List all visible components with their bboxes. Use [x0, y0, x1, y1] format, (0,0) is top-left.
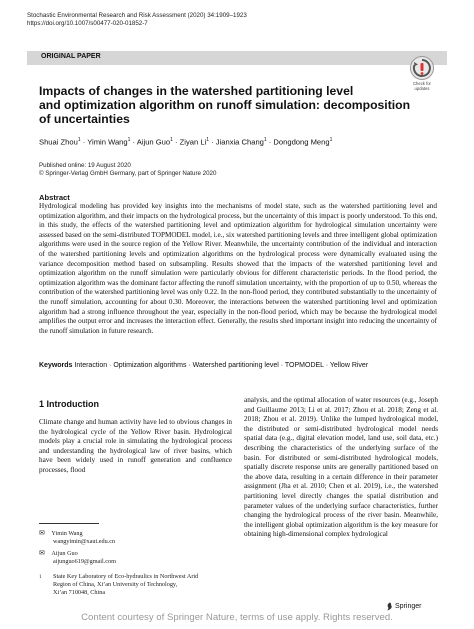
correspondence-2	[39, 549, 116, 566]
intro-right-column: analysis, and the optimal allocation of water resources (e.g., Joseph and Guillaume 2013; Li et al. 2017; Zhou et al. 2018; Zeng et al. 2018; Zhou et al. 2019). Unlike the lumped hydrological model, the distributed or semi-distributed hydrological model needs spatial data (e.g., digital elevation model, land use, soil data, etc.) describing the characteristics of the underlying surface of the basin. For distributed or semi-distributed hydrological models, spatially discrete response units are generally partitioned based on the above data, resulting in a certain difference in their parameter assignment (Jha et al. 2010; Chen et al. 2019), i.e., the watershed partitioning level directly changes the spatial distribution and parameter values of the underlying surface characteristics, further changing the hydrological process of the river basin. Meanwhile, the intelligent global optimization algorithm is the key measure for obtaining high-dimensional complex hydrological	[244, 396, 438, 539]
title-line: Impacts of changes in the watershed partitioning level	[39, 84, 354, 98]
corr-name: Aijun Guo	[51, 550, 78, 557]
author-name[interactable]: Shuai Zhou	[39, 137, 78, 147]
abstract-heading: Abstract	[39, 193, 70, 202]
keywords	[39, 362, 437, 369]
check-for-updates-label[interactable]: Check for updates	[413, 81, 431, 91]
publication-info	[39, 162, 216, 178]
author-list: Shuai Zhou$^1$ · Yimin Wang$^1$ · Aijun Guo$^1$ · Ziyan $Li^1$ · Jianxia Chang$^1$ · Dongdong Meng$^1$	[39, 137, 333, 147]
envelope-icon: ✉	[39, 529, 45, 537]
copyright-notice: © Springer-Verlag GmbH Germany, part of Springer Nature 2020	[39, 170, 217, 178]
corr-email[interactable]: wangyimin@xaut.edu.cn	[53, 538, 116, 545]
doi-link[interactable]: https://doi.org/10.1007/s00477-020-01852-7	[27, 20, 148, 28]
affiliation-number: 1	[39, 574, 42, 580]
author-name[interactable]: Jianxia Chang	[215, 137, 264, 147]
correspondence-1	[39, 529, 115, 546]
footnote-divider	[39, 523, 99, 524]
journal-citation: Stochastic Environmental Research and Risk Assessment (2020) 34:1909–1923	[27, 12, 247, 19]
corr-email[interactable]: aijunguo619@gmail.com	[53, 558, 116, 565]
intro-left-column: Climate change and human activity have led to obvious changes in the hydrological cycle of the Yellow River basin. Hydrological models play a crucial role in simulating the hydrological process and understanding the hydrological law of river basins, which have been widely used in runoff generation and confluence processes, flood	[39, 418, 232, 474]
envelope-icon: ✉	[39, 549, 45, 557]
courtesy-notice: Content courtesy of Springer Nature, terms of use apply. Rights reserved.	[81, 612, 393, 623]
publisher-name: Springer	[395, 603, 422, 610]
paper-title	[39, 84, 419, 126]
paper-type-label: ORIGINAL PAPER	[41, 53, 101, 60]
springer-logo-icon	[386, 602, 394, 611]
author-name[interactable]: Ziyan Li	[179, 137, 207, 147]
author-name[interactable]: Yimin Wang	[87, 137, 128, 147]
title-line: of uncertainties	[39, 112, 130, 126]
keywords-label: Keywords	[39, 362, 73, 369]
journal-info	[27, 12, 247, 29]
abstract-text: Hydrological modeling has provided key insights into the mechanisms of model state, such as the watershed partitioning level and optimization algorithm, and their impacts on the hydrological process, but the uncertainty of this impact is poorly understood. To this end, in this study, the effects of the watershed partitioning level and optimization algorithm for hydrological simulation uncertainty were assessed based on the semi-distributed TOPMODEL model, i.e., six watershed partitioning levels and three intelligent global optimization algorithms were used in the source region of the Yellow River. Meanwhile, the uncertainty contribution of the individual and interaction of the watershed partitioning levels and optimization algorithms on the hydrological process were dynamically evaluated using the variance decomposition method based on subsampling. Results showed that the impacts of the watershed partitioning level and optimization algorithm on the runoff simulation were particularly obvious for different characteristic periods. In the flood period, the optimization algorithm was the dominant factor affecting the runoff simulation uncertainty, with the proportion of up to 0.50, whereas the contribution of the watershed partitioning level was only 0.22. In the non-flood period, they contributed substantially to the uncertainty of the runoff simulation, accounting for about 0.30. Moreover, the interactions between the watershed partitioning level and optimization algorithm had a strong influence throughout the year, especially in the non-flood period, which may be because the hydrological model amplifies the output error and increases the interaction effect. Generally, the results shed important insight into reducing the uncertainty of the runoff simulation in future research.	[39, 202, 437, 335]
keywords-list: Interaction · Optimization algorithms · Watershed partitioning level · TOPMODEL · Yellow River	[74, 362, 369, 369]
title-line: and optimization algorithm on runoff simulation: decomposition	[39, 98, 411, 112]
corr-name: Yimin Wang	[51, 530, 83, 537]
affiliation: $^1$ State Key Laboratory of Eco-hydraulics in Northwest Arid Region of China, Xi’an University of Technology, Xi’an 710048, China	[39, 573, 199, 596]
author-name[interactable]: Dongdong Meng	[273, 137, 330, 147]
published-date: Published online: 19 August 2020	[39, 162, 131, 169]
check-for-updates-icon[interactable]	[409, 55, 435, 81]
author-name[interactable]: Aijun Guo	[136, 137, 171, 147]
section-heading: 1 Introduction	[39, 399, 99, 409]
